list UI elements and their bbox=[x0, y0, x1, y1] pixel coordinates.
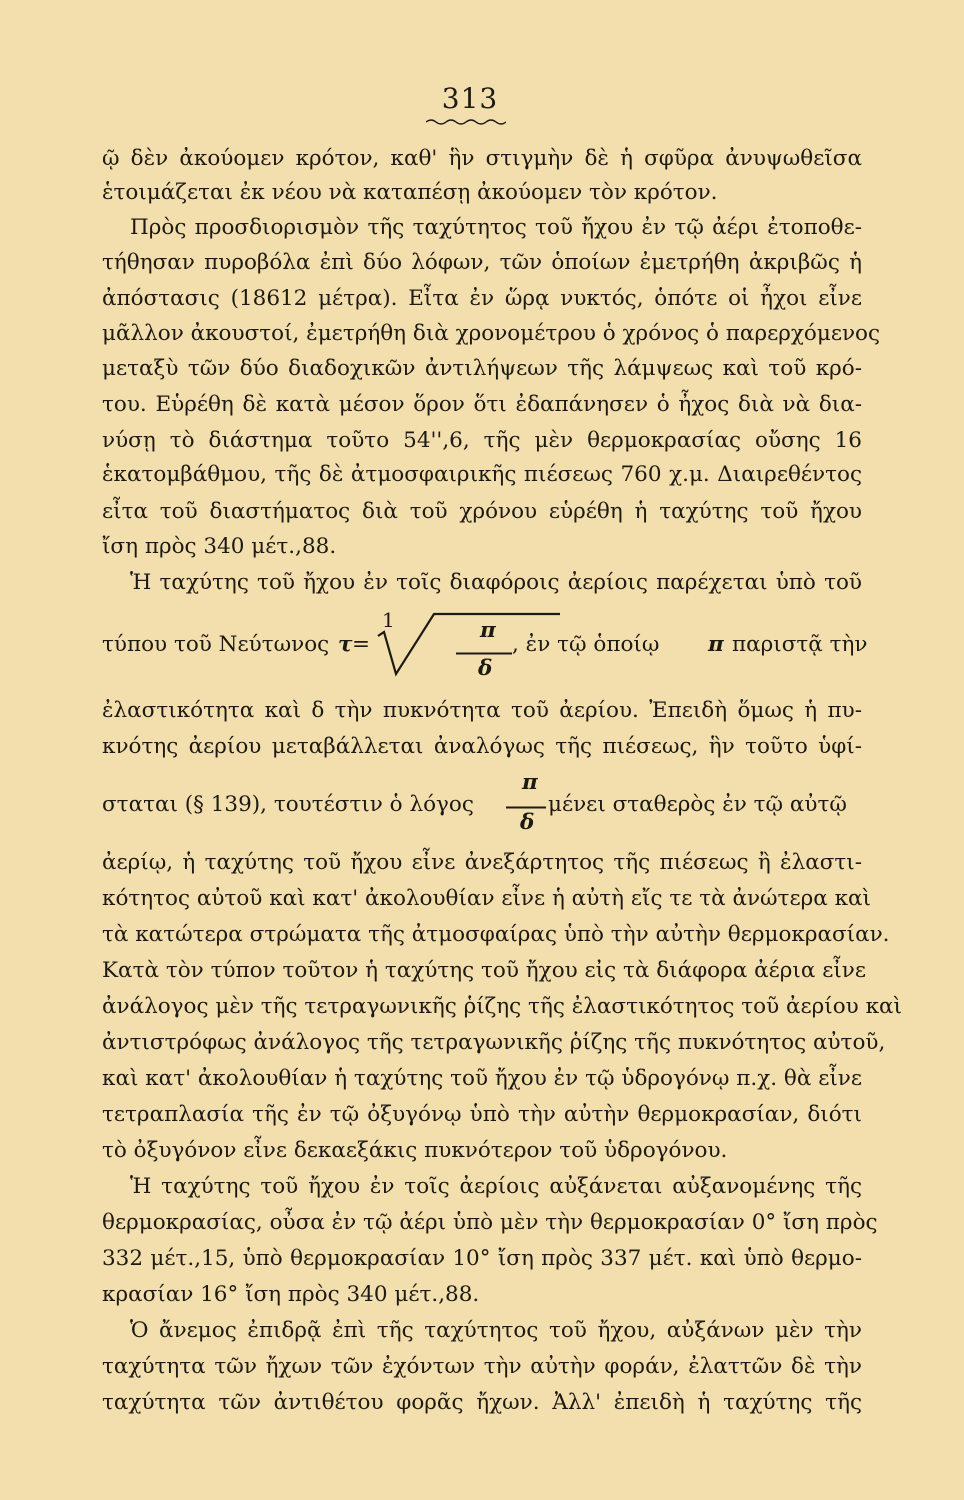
text-line: ταχύτητα τῶν ἤχων τῶν ἐχόντων τὴν αὐτὴν φοράν, ἐλαττῶν δὲ τὴν bbox=[102, 1354, 862, 1379]
formula2-denominator: δ bbox=[520, 810, 535, 835]
formula-trail-text-2: παριστᾷ τὴν bbox=[732, 632, 868, 657]
fraction-bar bbox=[456, 652, 512, 655]
text-line: τὸ ὀξυγόνον εἶνε δεκαεξάκις πυκνότερον τοῦ ὑδρογόνου. bbox=[102, 1138, 728, 1163]
text-line: ἀντιστρόφως ἀνάλογος τῆς τετραγωνικῆς ῥίζης τῆς πυκνότητος αὐτοῦ, bbox=[102, 1030, 886, 1055]
wavy-ornament bbox=[426, 118, 506, 126]
text-line: τετραπλασία τῆς ἐν τῷ ὀξυγόνῳ ὑπὸ τὴν αὐτὴν θερμοκρασίαν, διότι bbox=[102, 1102, 862, 1127]
text-line: ἀπόστασις (18612 μέτρα). Εἶτα ἐν ὥρᾳ νυκτός, ὁπότε οἱ ἦχοι εἶνε bbox=[102, 286, 862, 311]
text-line: μεταξὺ τῶν δύο διαδοχικῶν ἀντιλήψεων τῆς λάμψεως καὶ τοῦ κρό- bbox=[102, 356, 862, 381]
text-line: εἶτα τοῦ διαστήματος διὰ τοῦ χρόνου εὑρέθη ἡ ταχύτης τοῦ ἤχου bbox=[102, 499, 862, 524]
text-line: νύσῃ τὸ διάστημα τοῦτο 54'',6, τῆς μὲν θερμοκρασίας οὔσης 16 bbox=[102, 428, 862, 453]
text-line: κρασίαν 16° ἴση πρὸς 340 μέτ.,88. bbox=[102, 1282, 480, 1307]
page-number: 313 bbox=[441, 82, 499, 115]
text-line: ἴση πρὸς 340 μέτ.,88. bbox=[102, 534, 337, 559]
formula2-numerator: π bbox=[522, 770, 538, 795]
text-line: κότητος αὐτοῦ καὶ κατ' ἀκολουθίαν εἶνε ἡ αὐτὴ εἴς τε τὰ ἀνώτερα καὶ bbox=[102, 886, 871, 911]
fraction-bar bbox=[506, 806, 546, 809]
text-line: Κατὰ τὸν τύπον τοῦτον ἡ ταχύτης τοῦ ἤχου εἰς τὰ διάφορα ἀέρια εἶνε bbox=[102, 958, 866, 983]
formula2-trail-text: μένει σταθερὸς ἐν τῷ αὐτῷ bbox=[548, 792, 847, 817]
formula2-lead-text: σταται (§ 139), τουτέστιν ὁ λόγος bbox=[102, 792, 474, 817]
formula-lead-text: τύπου τοῦ Νεύτωνος bbox=[102, 632, 330, 657]
text-line: ἀνάλογος μὲν τῆς τετραγωνικῆς ῥίζης τῆς ἐλαστικότητος τοῦ ἀερίου καὶ bbox=[102, 994, 902, 1019]
text-line: καὶ κατ' ἀκολουθίαν ἡ ταχύτης τοῦ ἤχου ἐν τῷ ὑδρογόνῳ π.χ. θὰ εἶνε bbox=[102, 1066, 862, 1091]
text-line: κνότης ἀερίου μεταβάλλεται ἀναλόγως τῆς πιέσεως, ἣν τοῦτο ὑφί- bbox=[102, 734, 862, 759]
formula-trail-text: , ἐν τῷ ὁποίῳ bbox=[512, 632, 660, 657]
text-line: Ὁ ἄνεμος ἐπιδρᾷ ἐπὶ τῆς ταχύτητος τοῦ ἤχου, αὐξάνων μὲν τὴν bbox=[130, 1318, 862, 1343]
formula-denominator: δ bbox=[478, 656, 493, 681]
text-line: θερμοκρασίας, οὖσα ἐν τῷ ἀέρι ὑπὸ μὲν τὴν θερμοκρασίαν 0° ἴση πρὸς bbox=[102, 1210, 878, 1235]
text-line: τήθησαν πυροβόλα ἐπὶ δύο λόφων, τῶν ὁποίων ἐμετρήθη ἀκριβῶς ἡ bbox=[102, 250, 862, 275]
formula-one: 1 bbox=[382, 608, 395, 632]
text-line: του. Εὑρέθη δὲ κατὰ μέσον ὅρον ὅτι ἐδαπάνησεν ὁ ἦχος διὰ νὰ δια- bbox=[102, 392, 862, 417]
text-line: Ἡ ταχύτης τοῦ ἤχου ἐν τοῖς ἀερίοις αὐξάνεται αὐξανομένης τῆς bbox=[130, 1174, 862, 1199]
newton-formula bbox=[102, 608, 868, 688]
text-line: ταχύτητα τῶν ἀντιθέτου φορᾶς ἤχων. Ἀλλ' ἐπειδὴ ἡ ταχύτης τῆς bbox=[102, 1390, 862, 1415]
text-line: Ἡ ταχύτης τοῦ ἤχου ἐν τοῖς διαφόροις ἀερίοις παρέχεται ὑπὸ τοῦ bbox=[130, 570, 862, 595]
text-line: τὰ κατώτερα στρώματα τῆς ἀτμοσφαίρας ὑπὸ τὴν αὐτὴν θερμοκρασίαν. bbox=[102, 922, 890, 947]
text-line: 332 μέτ.,15, ὑπὸ θερμοκρασίαν 10° ἴση πρὸς 337 μέτ. καὶ ὑπὸ θερμο- bbox=[102, 1246, 862, 1271]
formula-equals: = bbox=[352, 632, 371, 657]
formula-numerator: π bbox=[480, 618, 496, 643]
text-line: ἑκατομβάθμου, τῆς δὲ ἀτμοσφαιρικῆς πιέσεως 760 χ.μ. Διαιρεθέντος bbox=[102, 462, 862, 487]
text-line: ἑτοιμάζεται ἐκ νέου νὰ καταπέσῃ ἀκούομεν τὸν κρότον. bbox=[102, 180, 718, 205]
formula-pi: π bbox=[708, 632, 724, 657]
text-line: μᾶλλον ἀκουστοί, ἐμετρήθη διὰ χρονομέτρου ὁ χρόνος ὁ παρερχόμενος bbox=[102, 321, 881, 346]
ratio-formula bbox=[102, 770, 862, 840]
text-line: ἀερίῳ, ἡ ταχύτης τοῦ ἤχου εἶνε ἀνεξάρτητος τῆς πιέσεως ἢ ἐλαστι- bbox=[102, 850, 862, 875]
text-line: Πρὸς προσδιορισμὸν τῆς ταχύτητος τοῦ ἤχου ἐν τῷ ἀέρι ἐτοποθε- bbox=[130, 215, 862, 240]
text-line: ἐλαστικότητα καὶ δ τὴν πυκνότητα τοῦ ἀερίου. Ἐπειδὴ ὅμως ἡ πυ- bbox=[102, 698, 862, 723]
text-line: ῷ δὲν ἀκούομεν κρότον, καθ' ἣν στιγμὴν δὲ ἡ σφῦρα ἀνυψωθεῖσα bbox=[102, 146, 862, 171]
formula-var: τ bbox=[338, 632, 353, 657]
